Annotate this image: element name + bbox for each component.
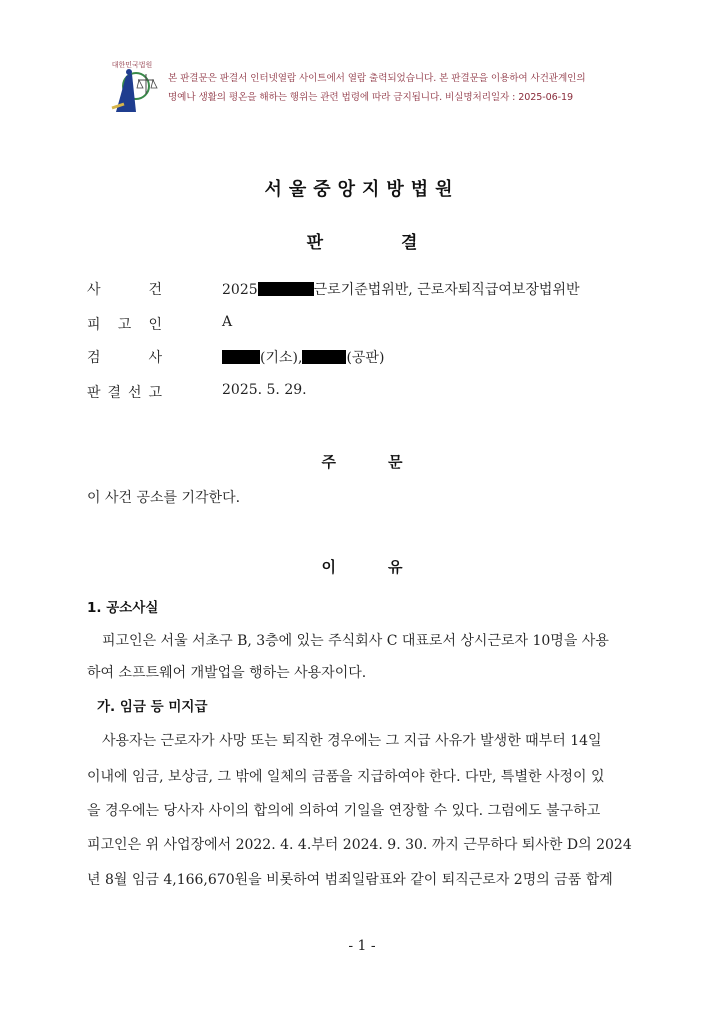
section-1-heading: 1. 공소사실	[87, 600, 159, 616]
section-ga-line: 사용자는 근로자가 사망 또는 퇴직한 경우에는 그 지급 사유가 발생한 때부터 14일	[102, 733, 602, 749]
disclaimer-line-2: 명예나 생활의 평온을 해하는 행위는 관련 법령에 따라 금지됩니다. 비실명처리일자 : 2025-06-19	[168, 92, 573, 103]
order-text: 이 사건 공소를 기각한다.	[87, 490, 241, 506]
court-emblem-logo	[102, 56, 162, 116]
document-title-char: 결	[401, 233, 418, 253]
order-heading: 주 문	[321, 453, 403, 471]
section-ga-line: 년 8월 임금 4,166,670원을 비롯하여 범죄일람표와 같이 퇴직근로자 2명의 금품 합계	[87, 872, 613, 888]
page-number: - 1 -	[348, 938, 376, 954]
prosecutor-value: (기소), (공판)	[222, 347, 384, 367]
verdict-date-value: 2025. 5. 29.	[222, 382, 307, 398]
section-ga-line: 이내에 임금, 보상금, 그 밖에 일체의 금품을 지급하여야 한다. 다만, 특별한 사정이 있	[87, 769, 605, 785]
section-ga-line: 을 경우에는 당사자 사이의 합의에 의하여 기일을 연장할 수 있다. 그럼에도 불구하고	[87, 803, 601, 819]
case-number-value: 2025 근로기준법위반, 근로자퇴직급여보장법위반	[222, 282, 580, 298]
verdict-date-label: 판 결 선 고	[87, 385, 162, 401]
case-label: 사 건	[87, 282, 162, 298]
document-title	[0, 228, 724, 253]
section-1-line: 피고인은 서울 서초구 B, 3층에 있는 주식회사 C 대표로서 상시근로자 10명을 사용	[102, 633, 609, 649]
defendant-value: A	[222, 314, 233, 330]
svg-text:대한민국법원: 대한민국법원	[111, 61, 153, 69]
disclaimer-line-1: 본 판결문은 판결서 인터넷열람 사이트에서 열람 출력되었습니다. 본 판결문을 이용하여 사건관계인의	[168, 73, 586, 84]
defendant-label: 피 고 인	[87, 317, 162, 333]
section-ga-line: 피고인은 위 사업장에서 2022. 4. 4.부터 2024. 9. 30. 까지 근무하다 퇴사한 D의 2024	[87, 837, 632, 853]
section-ga-heading: 가. 임금 등 미지급	[97, 699, 208, 715]
redaction-block	[302, 350, 346, 364]
redaction-block	[258, 282, 314, 296]
section-1-line: 하여 소프트웨어 개발업을 행하는 사용자이다.	[87, 665, 367, 681]
reason-heading: 이 유	[321, 558, 403, 576]
redaction-block	[222, 350, 260, 364]
prosecutor-label: 검 사	[87, 350, 162, 366]
document-title-char: 판	[306, 233, 323, 253]
court-name: 서울중앙지방법원	[264, 179, 460, 200]
